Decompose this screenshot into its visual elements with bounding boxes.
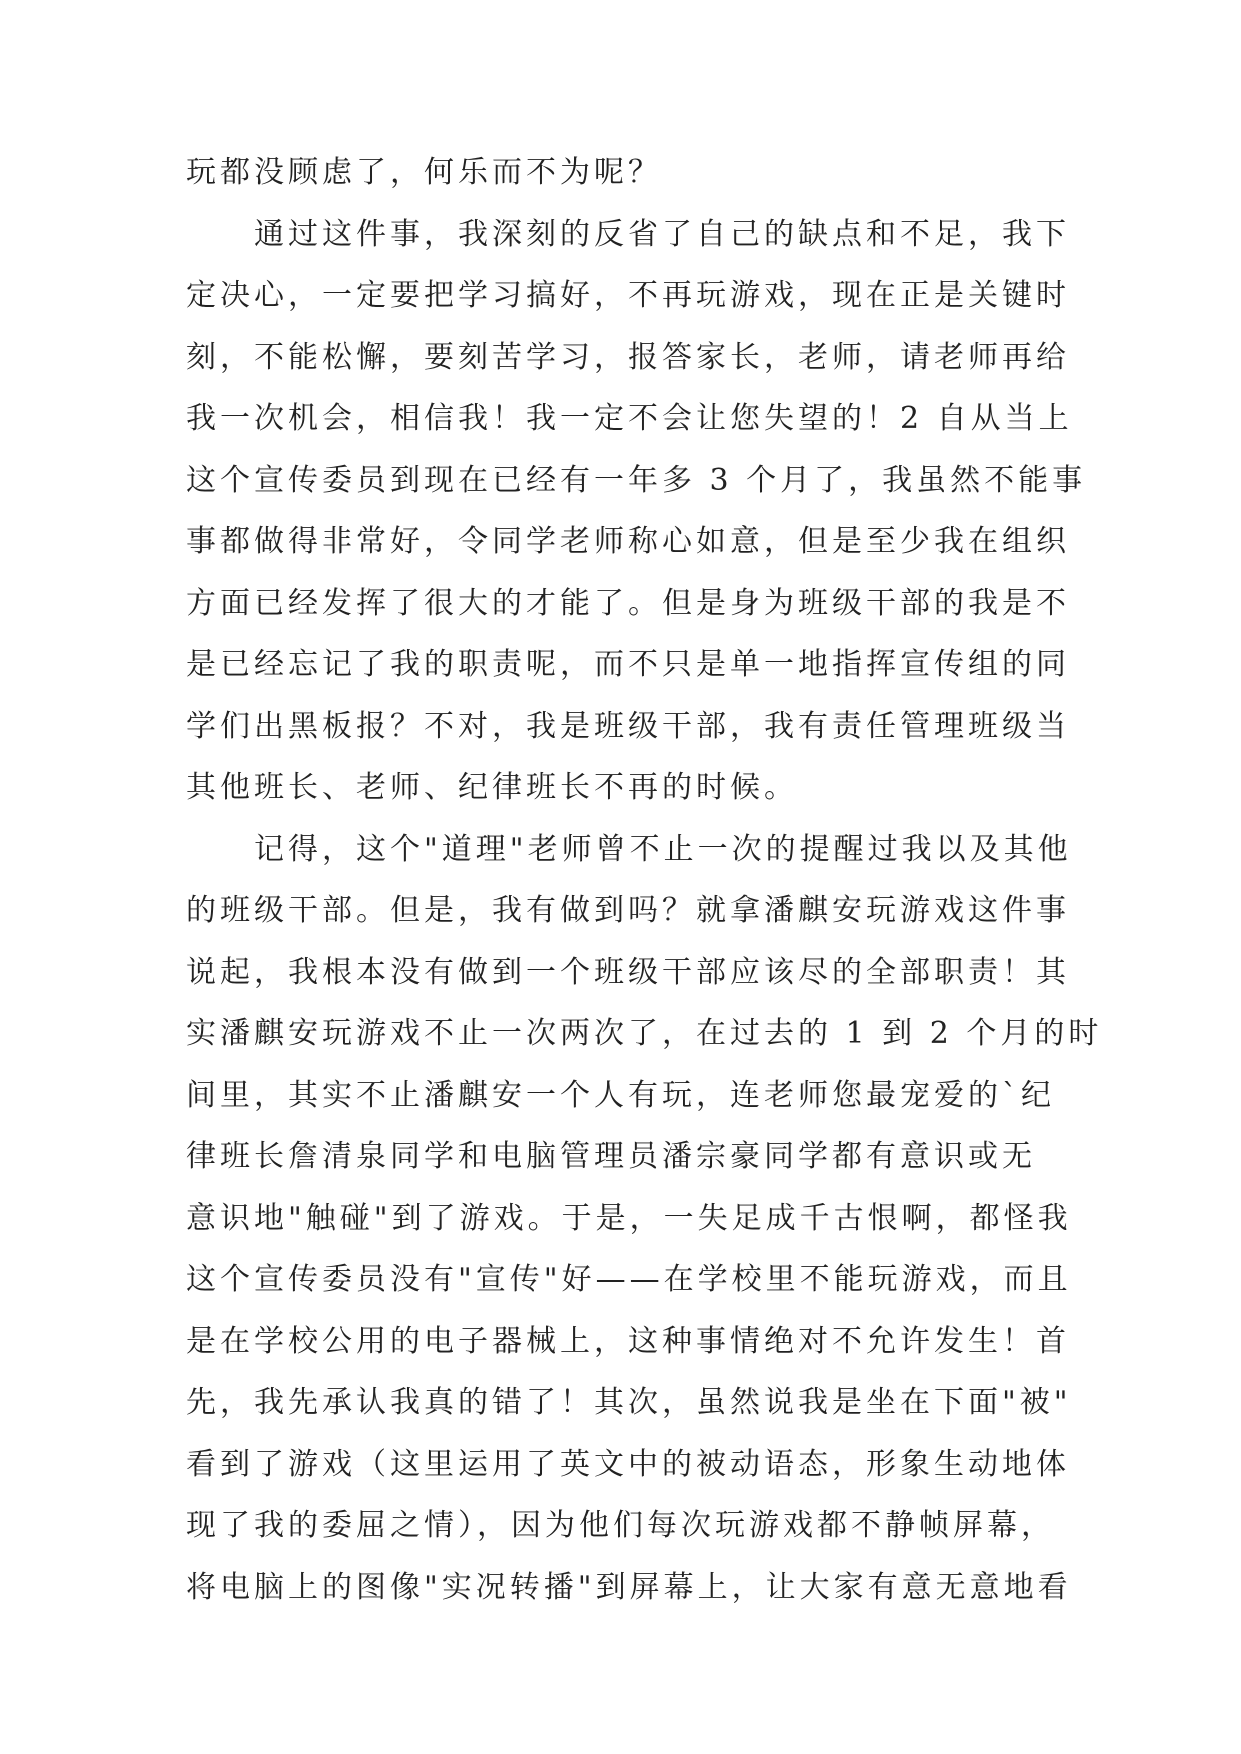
text-line: 将电脑上的图像"实况转播"到屏幕上，让大家有意无意地看 <box>186 1569 1072 1605</box>
text-line: 事都做得非常好，令同学老师称心如意，但是至少我在组织 <box>186 524 1070 559</box>
text-line: 是在学校公用的电子器械上，这种事情绝对不允许发生！首 <box>186 1323 1070 1359</box>
text-line: 刻，不能松懈，要刻苦学习，报答家长，老师，请老师再给 <box>186 339 1070 375</box>
text-line: 方面已经发挥了很大的才能了。但是身为班级干部的我是不 <box>186 585 1070 621</box>
text-line: 我一次机会，相信我！我一定不会让您失望的！2 自从当上 <box>186 401 1073 436</box>
text-line: 律班长詹清泉同学和电脑管理员潘宗豪同学都有意识或无 <box>186 1139 1036 1174</box>
text-line: 记得，这个"道理"老师曾不止一次的提醒过我以及其他 <box>254 831 1072 867</box>
text-line: 定决心，一定要把学习搞好，不再玩游戏，现在正是关键时 <box>186 278 1070 313</box>
text-line: 说起，我根本没有做到一个班级干部应该尽的全部职责！其 <box>186 954 1070 990</box>
text-line: 实潘麒安玩游戏不止一次两次了，在过去的 1 到 2 个月的时 <box>186 1016 1103 1051</box>
text-line: 通过这件事，我深刻的反省了自己的缺点和不足，我下 <box>254 216 1070 252</box>
text-line: 这个宣传委员到现在已经有一年多 3 个月了，我虽然不能事 <box>186 462 1087 498</box>
text-line: 先，我先承认我真的错了！其次，虽然说我是坐在下面"被" <box>186 1385 1072 1420</box>
paragraph-1 <box>186 142 1056 204</box>
text-line: 间里，其实不止潘麒安一个人有玩，连老师您最宠爱的`纪 <box>186 1077 1055 1113</box>
text-line: 学们出黑板报？不对，我是班级干部，我有责任管理班级当 <box>186 708 1070 744</box>
document-body <box>186 142 1103 1618</box>
text-line: 玩都没顾虑了，何乐而不为呢？ <box>186 155 662 190</box>
paragraph-2 <box>186 204 1087 819</box>
paragraph-3 <box>186 819 1103 1619</box>
text-line: 这个宣传委员没有"宣传"好——在学校里不能玩游戏，而且 <box>186 1262 1072 1297</box>
text-line: 的班级干部。但是，我有做到吗？就拿潘麒安玩游戏这件事 <box>186 893 1070 928</box>
text-line: 是已经忘记了我的职责呢，而不只是单一地指挥宣传组的同 <box>186 647 1070 682</box>
text-line: 看到了游戏（这里运用了英文中的被动语态，形象生动地体 <box>186 1446 1070 1482</box>
text-line: 意识地"触碰"到了游戏。于是，一失足成千古恨啊，都怪我 <box>186 1200 1072 1236</box>
text-line: 其他班长、老师、纪律班长不再的时候。 <box>186 770 798 805</box>
text-line: 现了我的委屈之情），因为他们每次玩游戏都不静帧屏幕， <box>186 1508 1055 1543</box>
